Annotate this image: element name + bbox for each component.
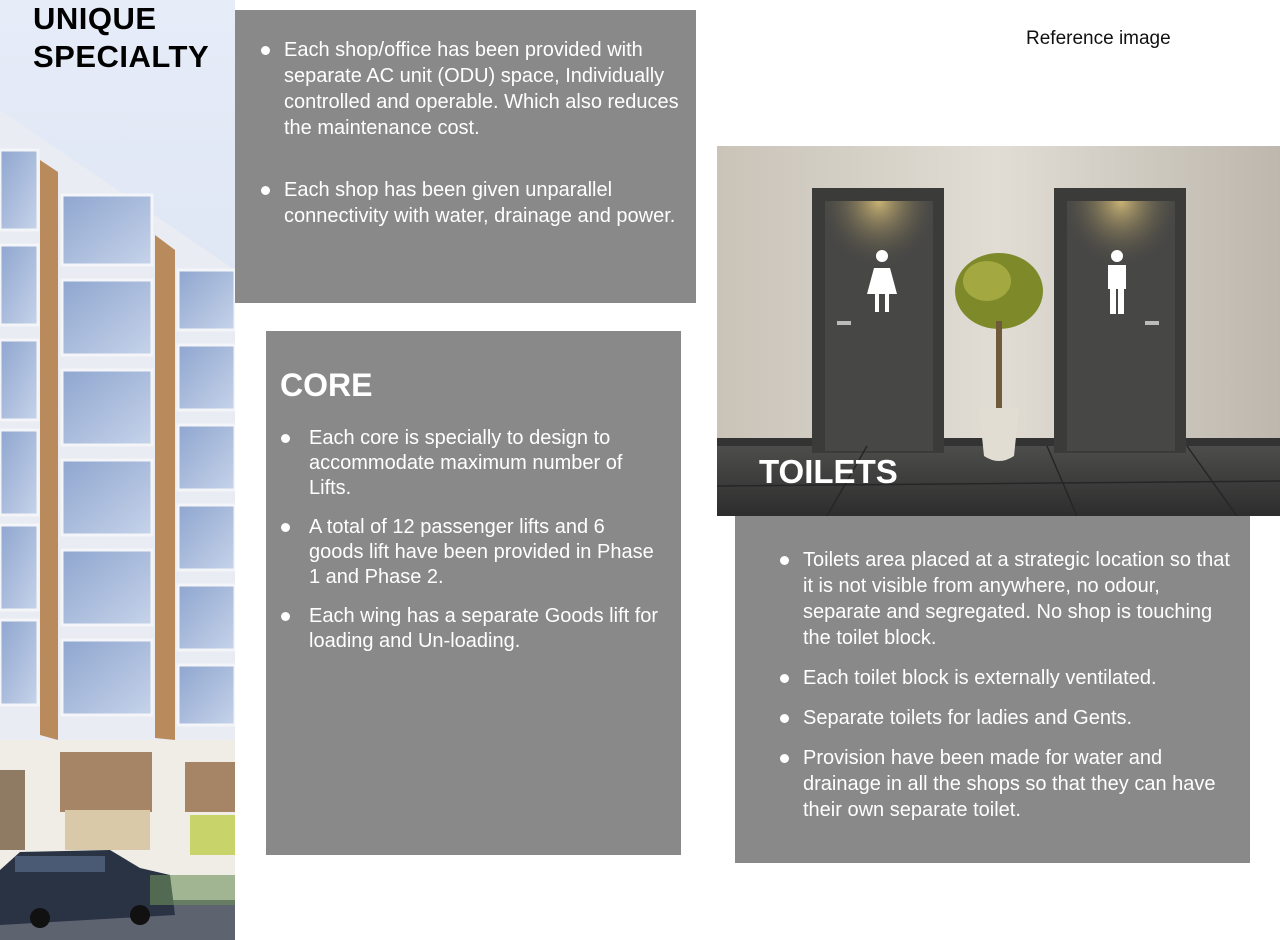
reference-label: Reference image <box>1026 28 1171 49</box>
core-title: CORE <box>280 367 373 403</box>
list-item: Each shop has been given unparallel connectivity with water, drainage and power. <box>284 177 684 229</box>
title-line-2: SPECIALTY <box>33 39 210 74</box>
list-item: Each shop/office has been provided with separate AC unit (ODU) space, Individually controlled and operable. Which also reduces the maintenance cost. <box>284 37 684 141</box>
toilets-title: TOILETS <box>759 453 898 490</box>
amenities-list <box>284 37 684 229</box>
toilets-box <box>735 516 1250 863</box>
page-title <box>33 0 209 76</box>
building-photo <box>0 0 235 940</box>
list-item: Each toilet block is externally ventilated. <box>803 665 1233 691</box>
list-item: Each core is specially to design to accommodate maximum number of Lifts. <box>309 426 659 501</box>
list-item: A total of 12 passenger lifts and 6 goods lift have been provided in Phase 1 and Phase 2. <box>309 515 659 590</box>
list-item: Toilets area placed at a strategic location so that it is not visible from anywhere, no odour, separate and segregated. No shop is touching the toilet block. <box>803 547 1233 651</box>
list-item: Each wing has a separate Goods lift for loading and Un-loading. <box>309 605 659 652</box>
core-list <box>309 426 659 654</box>
list-item: Provision have been made for water and drainage in all the shops so that they can have their own separate toilet. <box>803 745 1233 823</box>
core-box <box>266 331 681 855</box>
toilets-list <box>803 547 1233 823</box>
list-item: Separate toilets for ladies and Gents. <box>803 705 1233 731</box>
amenities-box <box>235 10 696 303</box>
title-line-1: UNIQUE <box>33 1 157 36</box>
building-illustration <box>0 0 235 940</box>
